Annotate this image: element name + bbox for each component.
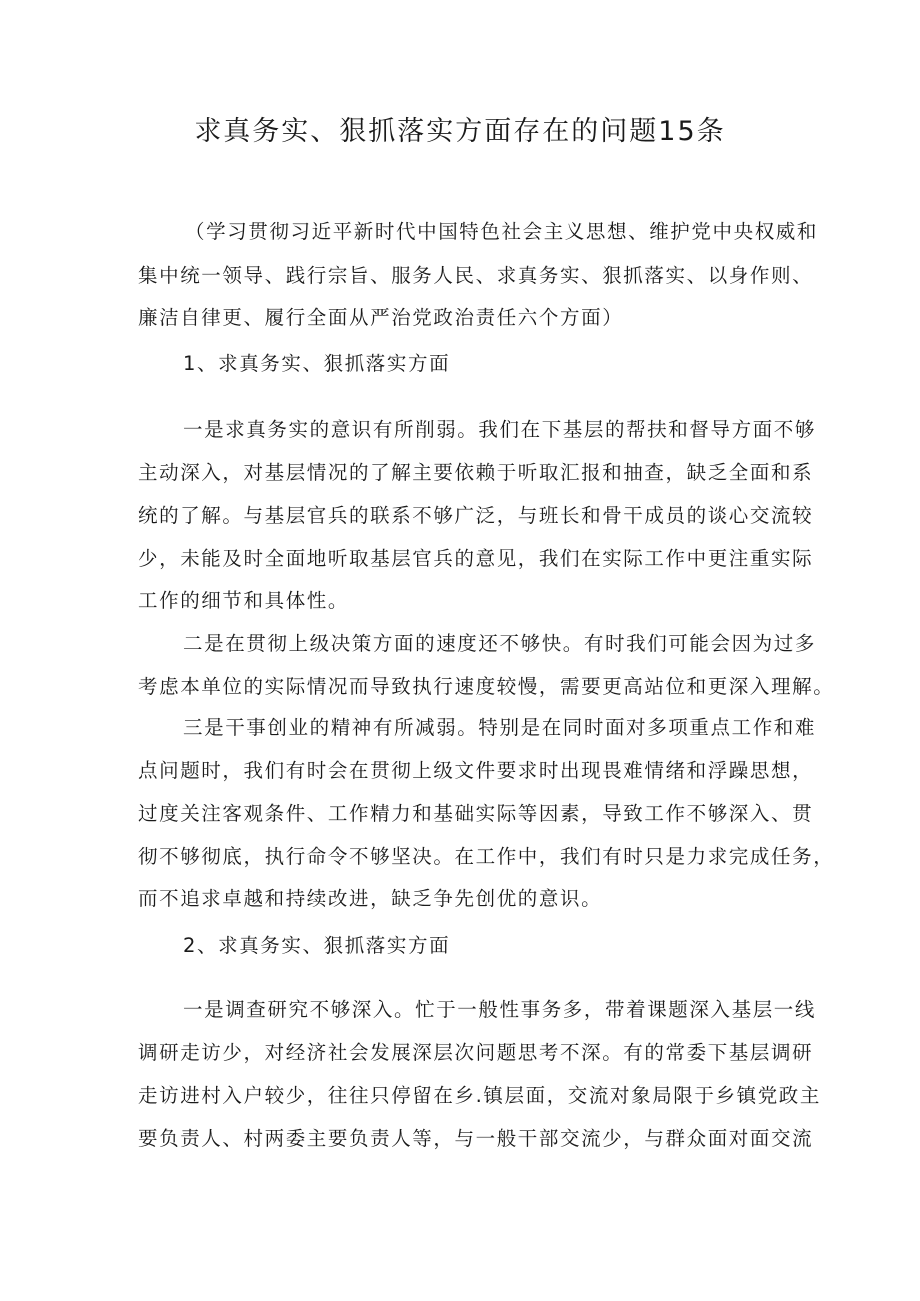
paragraph-line: 过度关注客观条件、工作精力和基础实际等因素，导致工作不够深入、贯: [138, 802, 814, 825]
paragraph-line: 统的了解。与基层官兵的联系不够广泛，与班长和骨干成员的谈心交流较: [138, 504, 814, 527]
paragraph-line: 点问题时，我们有时会在贯彻上级文件要求时出现畏难情绪和浮躁思想，: [138, 759, 814, 782]
intro-line-1: （学习贯彻习近平新时代中国特色社会主义思想、维护党中央权威和: [185, 220, 819, 243]
paragraph-line: 走访进村入户较少，往往只停留在乡.镇层面，交流对象局限于乡镇党政主: [138, 1084, 821, 1107]
paragraph-line: 彻不够彻底，执行命令不够坚决。在工作中，我们有时只是力求完成任务，: [138, 845, 835, 868]
paragraph-line: 三是干事创业的精神有所减弱。特别是在同时面对多项重点工作和难: [183, 716, 817, 739]
document-title: 求真务实、狠抓落实方面存在的问题15条: [194, 116, 726, 147]
paragraph-line: 而不追求卓越和持续改进，缺乏争先创优的意识。: [138, 887, 603, 910]
intro-line-3: 廉洁自律更、履行全面从严治党政治责任六个方面）: [138, 306, 624, 329]
paragraph-line: 二是在贯彻上级决策方面的速度还不够快。有时我们可能会因为过多: [183, 632, 817, 655]
paragraph-line: 一是求真务实的意识有所削弱。我们在下基层的帮扶和督导方面不够: [183, 418, 817, 441]
paragraph-line: 主动深入，对基层情况的了解主要依赖于听取汇报和抽查，缺乏全面和系: [138, 461, 814, 484]
section-heading-1: 1、求真务实、狠抓落实方面: [183, 352, 451, 375]
paragraph-line: 要负责人、村两委主要负责人等，与一般干部交流少，与群众面对面交流: [138, 1127, 814, 1150]
paragraph-line: 工作的细节和具体性。: [138, 589, 350, 612]
paragraph-line: 调研走访少，对经济社会发展深层次问题思考不深。有的常委下基层调研: [138, 1041, 814, 1064]
paragraph-line: 考虑本单位的实际情况而导致执行速度较慢，需要更高站位和更深入理解。: [138, 675, 835, 698]
intro-line-2: 集中统一领导、践行宗旨、服务人民、求真务实、狠抓落实、以身作则、: [138, 264, 814, 287]
section-heading-2: 2、求真务实、狠抓落实方面: [183, 934, 451, 957]
paragraph-line: 一是调查研究不够深入。忙于一般性事务多，带着课题深入基层一线: [183, 998, 817, 1021]
paragraph-line: 少，未能及时全面地听取基层官兵的意见，我们在实际工作中更注重实际: [138, 547, 814, 570]
